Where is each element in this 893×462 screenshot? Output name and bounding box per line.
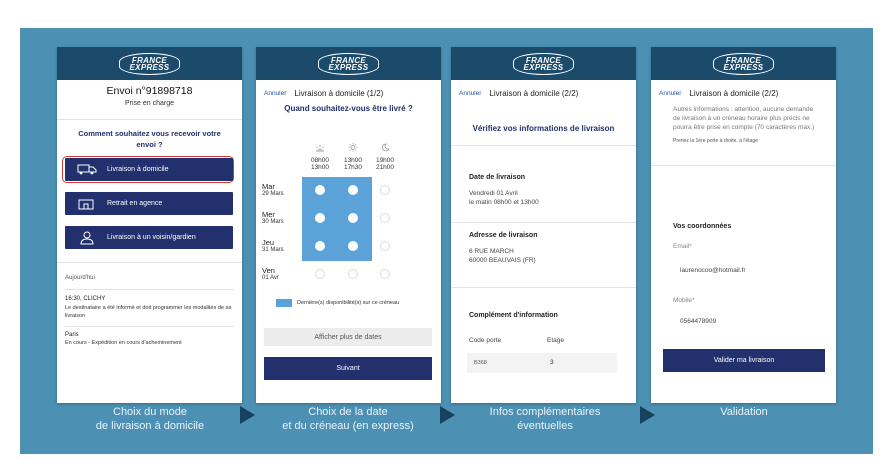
slot-radio[interactable] <box>348 213 358 223</box>
delivery-date-section: Date de livraison Vendredi 01 Avril le matin 08h00 et 13h00 <box>469 174 539 206</box>
extra-info-input[interactable]: Prenez la 1ère porte à droite, à l'étage <box>673 138 758 144</box>
sun-icon <box>339 139 367 157</box>
event-description: Le destinataire a été informé et doit programmer les modalités de sa livraison <box>65 305 232 319</box>
verify-heading: Vérifiez vos informations de livraison <box>472 124 615 133</box>
screen-delivery-mode <box>57 47 242 403</box>
screen-date-slot <box>256 47 441 403</box>
legend-swatch <box>276 299 292 307</box>
cancel-link[interactable]: Annuler <box>459 89 482 97</box>
screen-validation <box>651 47 836 403</box>
next-button[interactable]: Suivant <box>264 357 432 380</box>
brand-logo: FRANCE EXPRESS <box>119 53 181 75</box>
slot-radio[interactable] <box>348 185 358 195</box>
cancel-link[interactable]: Annuler <box>264 89 287 97</box>
step-title: Livraison à domicile (1/2) <box>294 88 384 98</box>
step-caption: Choix de la date et du créneau (en express) <box>282 406 414 432</box>
nav-bar <box>651 86 836 100</box>
app-header <box>651 47 836 80</box>
app-header <box>57 47 242 80</box>
slot-radio[interactable] <box>380 185 390 195</box>
option-agency-pickup-button[interactable] <box>65 192 233 215</box>
option-label: Retrait en agence <box>107 200 163 207</box>
day-row: Ven 01 Avr <box>262 266 279 281</box>
brand-logo: FRANCE EXPRESS <box>713 53 775 75</box>
contact-heading: Vos coordonnées <box>673 223 732 230</box>
app-frame <box>20 28 873 454</box>
availability-grid <box>302 177 372 261</box>
slot-radio[interactable] <box>348 269 358 279</box>
nav-bar <box>451 86 636 100</box>
cancel-link[interactable]: Annuler <box>659 89 682 97</box>
history-heading: Aujourd'hui <box>65 275 95 281</box>
extra-info-section: Complément d'information <box>469 312 558 319</box>
delivery-question: Comment souhaitez vous recevoir votre envoi ? <box>78 129 221 149</box>
slot-radio[interactable] <box>315 185 325 195</box>
step-title: Livraison à domicile (2/2) <box>689 88 779 98</box>
option-label: Livraison à un voisin/gardien <box>107 234 196 241</box>
event-title: 16:30, CLICHY <box>65 296 106 302</box>
mobile-field[interactable]: 0564478909 <box>680 318 717 325</box>
extra-info-notice: Autres informations : attention, aucune demande de livraison à un créneau horaire plus précis ne pourra être prise en compte (70 caractères max.) <box>673 106 815 131</box>
shipment-status: Prise en charge <box>124 100 175 107</box>
slot-header-morning: 08h00 13h00 <box>306 139 334 171</box>
slot-radio[interactable] <box>348 241 358 251</box>
availability-legend: Dernière(s) disponibilité(s) sur ce créneau <box>276 299 399 307</box>
slot-radio[interactable] <box>315 241 325 251</box>
slot-radio[interactable] <box>315 269 325 279</box>
slot-radio[interactable] <box>380 213 390 223</box>
app-header <box>256 47 441 80</box>
person-icon <box>77 232 97 244</box>
step-caption: Validation <box>720 406 768 418</box>
day-row: Mer 30 Mars <box>262 210 284 225</box>
slot-radio[interactable] <box>315 213 325 223</box>
extra-info-fields <box>467 353 617 373</box>
code-label: Code porte <box>469 337 502 344</box>
brand-logo: FRANCE EXPRESS <box>513 53 575 75</box>
tracking-history <box>65 275 234 346</box>
code-value: B368 <box>474 360 487 366</box>
slot-header-afternoon: 13h00 17h30 <box>339 139 367 171</box>
step-caption: Infos complémentaires éventuelles <box>489 406 601 432</box>
moon-icon <box>371 139 399 157</box>
slot-radio[interactable] <box>380 269 390 279</box>
event-description: En cours - Expédition en cours d'acheminement <box>65 340 182 346</box>
delivery-address-section: Adresse de livraison 6 RUE MARCH 60000 BEAUVAIS (FR) <box>469 232 538 264</box>
store-icon <box>77 198 97 210</box>
email-label: Email* <box>673 243 692 250</box>
more-dates-button[interactable]: Afficher plus de dates <box>264 328 432 346</box>
day-row: Mar 29 Mars <box>262 182 284 197</box>
mobile-label: Mobile* <box>673 297 695 304</box>
nav-bar <box>256 86 441 100</box>
screen-review <box>451 47 636 403</box>
option-home-delivery-button[interactable] <box>65 158 233 181</box>
sunrise-icon <box>306 139 334 157</box>
step-caption: Choix du mode de livraison à domicile <box>95 406 205 432</box>
step-title: Livraison à domicile (2/2) <box>489 88 579 98</box>
floor-label: Etage <box>547 337 564 344</box>
email-field[interactable]: laurenocoo@hotmail.fr <box>680 267 746 274</box>
shipment-title: Envoi n°91898718 <box>106 85 193 97</box>
date-question: Quand souhaitez-vous être livré ? <box>284 104 413 113</box>
slot-header-evening: 19h00 21h00 <box>371 139 399 171</box>
event-title: Paris <box>65 332 79 338</box>
floor-value: 3 <box>550 359 554 366</box>
app-header <box>451 47 636 80</box>
day-row: Jeu 31 Mars <box>262 238 284 253</box>
brand-logo: FRANCE EXPRESS <box>318 53 380 75</box>
truck-icon <box>77 164 97 176</box>
option-label: Livraison à domicile <box>107 166 169 173</box>
validate-button[interactable]: Valider ma livraison <box>663 349 825 372</box>
option-neighbor-delivery-button[interactable] <box>65 226 233 249</box>
slot-radio[interactable] <box>380 241 390 251</box>
